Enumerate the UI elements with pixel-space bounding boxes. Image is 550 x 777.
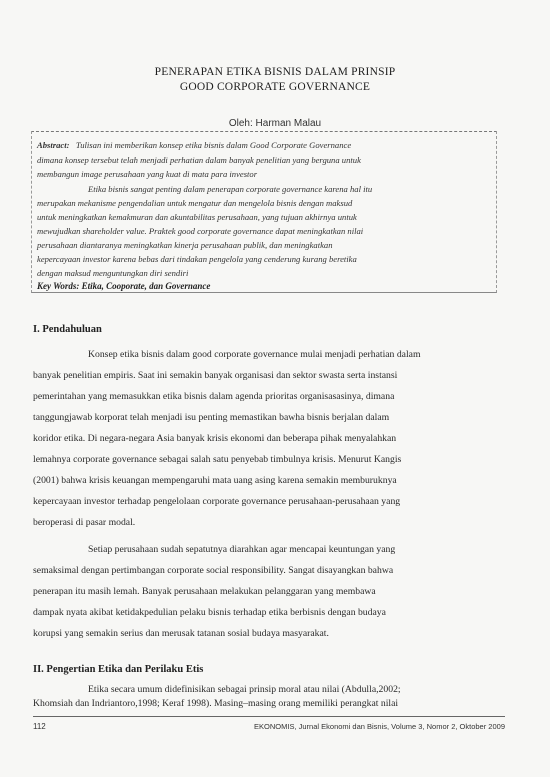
paragraph-line: kepercayaan investor terhadap pengelolaan corporate governance perusahaan-perusahaan yang <box>33 496 401 507</box>
paragraph-line: Setiap perusahaan sudah sepatutnya diarahkan agar mencapai keuntungan yang <box>88 544 396 555</box>
abstract-line: membangun image perusahaan yang kuat di mata para investor <box>37 169 258 179</box>
paragraph-line: dampak nyata akibat ketidakpedulian pelaku bisnis terhadap etika berbisnis dengan budaya <box>33 607 386 618</box>
paragraph-line: penerapan itu masih lemah. Banyak perusahaan melakukan pelanggaran yang membawa <box>33 586 376 597</box>
paragraph-line: Konsep etika bisnis dalam good corporate governance mulai menjadi perhatian dalam <box>88 349 421 360</box>
paragraph-line: beroperasi di pasar modal. <box>33 517 136 528</box>
paragraph-line: banyak penelitian empiris. Saat ini semakin banyak organisasi dan sektor swasta serta instansi <box>33 370 398 381</box>
section-heading: I. Pendahuluan <box>33 324 102 335</box>
abstract-line: mewujudkan shareholder value. Praktek good corporate governance dapat meningkatkan nilai <box>37 226 364 236</box>
paragraph-line: pemerintahan yang memasukkan etika bisnis dalam agenda prioritas organisasasinya, dimana <box>33 391 395 402</box>
abstract-line <box>37 140 489 150</box>
abstract-line: merupakan mekanisme pengendalian untuk mengatur dan mengelola bisnis dengan maksud <box>37 198 353 208</box>
keywords: Key Words: Etika, Cooporate, dan Governance <box>37 281 211 291</box>
abstract-line: dengan maksud menguntungkan diri sendiri <box>37 268 189 278</box>
paragraph-line: (2001) bahwa krisis keuangan mempengaruhi mata uang asing karena semakin memburuknya <box>33 475 397 486</box>
footer-rule <box>33 716 505 717</box>
abstract-line: perusahaan diantaranya meningkatkan kinerja perusahaan publik, dan meningkatkan <box>37 240 333 250</box>
section-heading: II. Pengertian Etika dan Perilaku Etis <box>33 664 204 675</box>
paragraph-line: semaksimal dengan pertimbangan corporate social responsibility. Sangat disayangkan bahwa <box>33 565 394 576</box>
abstract-label: Abstract: <box>37 140 70 150</box>
journal-citation: EKONOMIS, Jurnal Ekonomi dan Bisnis, Volume 3, Nomor 2, Oktober 2009 <box>254 722 505 731</box>
abstract-line: untuk meningkatkan kemakmuran dan akuntabilitas perusahaan, yang tujuan akhirnya untuk <box>37 212 357 222</box>
paragraph-line: Etika secara umum didefinisikan sebagai prinsip moral atau nilai (Abdulla,2002; <box>88 684 401 695</box>
author: Oleh: Harman Malau <box>228 118 322 129</box>
paragraph-line: koridor etika. Di negara-negara Asia banyak krisis ekonomi dan beberapa pihak menyalahkan <box>33 433 397 444</box>
paragraph-line: korupsi yang semakin serius dan merusak tatanan sosial budaya masyarakat. <box>33 628 329 639</box>
page-number: 112 <box>33 722 46 731</box>
abstract-line: kepercayaan investor karena bebas dari tindakan pengelola yang cenderung kurang beretika <box>37 254 357 264</box>
abstract-line: dimana konsep tersebut telah menjadi perhatian dalam banyak penelitian yang berguna untuk <box>37 155 361 165</box>
paragraph-line: lemahnya corporate governance sebagai salah satu penyebab timbulnya krisis. Menurut Kangis <box>33 454 402 465</box>
title-line-1: PENERAPAN ETIKA BISNIS DALAM PRINSIP <box>154 66 396 78</box>
title-line-2: GOOD CORPORATE GOVERNANCE <box>179 81 371 93</box>
abstract-line: Etika bisnis sangat penting dalam penerapan corporate governance karena hal itu <box>88 184 373 194</box>
abstract-text: Tulisan ini memberikan konsep etika bisnis dalam Good Corporate Governance <box>75 140 352 150</box>
paragraph-line: tanggungjawab korporat telah menjadi isu penting memastikan bawha bisnis berjalan dalam <box>33 412 390 423</box>
paragraph-line: Khomsiah dan Indriantoro,1998; Keraf 1998). Masing–masing orang memiliki perangkat nilai <box>33 698 399 709</box>
